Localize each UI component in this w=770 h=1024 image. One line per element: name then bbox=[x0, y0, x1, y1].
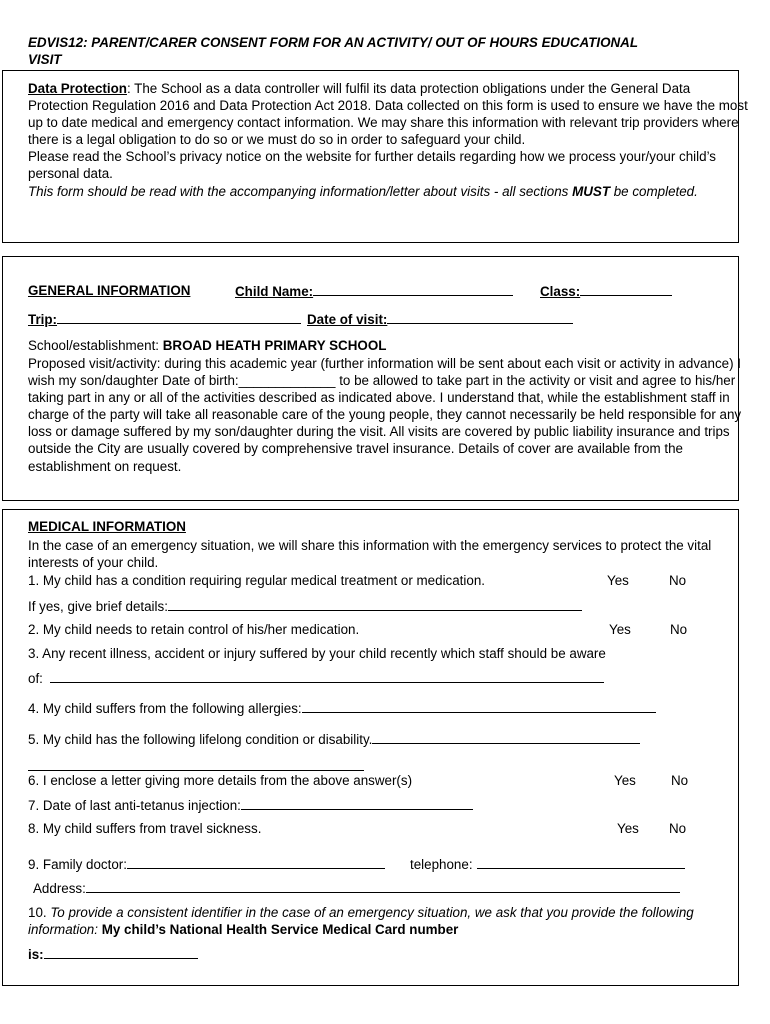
question-2: 2. My child needs to retain control of his/her medication. bbox=[28, 622, 360, 637]
data-protection-text: : The School as a data controller will fulfil its data protection obligations under the General Data Protection Regulation 2016 and Data Protection Act 2018. Data collected on this form is used to ensure we have the most up to date medical and emergency contact information. We may share this information with relevant trip providers where there is a legal obligation to do so or we must do so in order to safeguard your child. bbox=[28, 81, 748, 148]
form-note-must: MUST bbox=[572, 183, 611, 199]
q6-yes-option[interactable]: Yes bbox=[614, 773, 636, 788]
trip-label: Trip: bbox=[28, 312, 58, 327]
family-doctor-label: 9. Family doctor: bbox=[28, 857, 127, 872]
consent-text-start: Proposed visit/activity: during this academic year (further information will be sent about each visit or activity in advance) I wish my son/daughter Date of birth: bbox=[28, 356, 741, 389]
telephone-field[interactable] bbox=[410, 856, 685, 873]
address-label: Address: bbox=[33, 881, 86, 896]
q1-yes-option[interactable]: Yes bbox=[607, 573, 629, 588]
school-name: BROAD HEATH PRIMARY SCHOOL bbox=[162, 338, 387, 353]
q2-yes-option[interactable]: Yes bbox=[609, 622, 631, 637]
telephone-line[interactable] bbox=[477, 856, 685, 869]
family-doctor-line[interactable] bbox=[127, 856, 385, 869]
q10-italic-text: To provide a consistent identifier in the case of an emergency situation, we ask that you provide the following information: bbox=[28, 905, 694, 937]
nhs-is-label: is: bbox=[28, 947, 44, 962]
child-name-field[interactable] bbox=[235, 283, 513, 300]
date-of-visit-line[interactable] bbox=[387, 311, 573, 324]
q10-number: 10. bbox=[28, 905, 51, 920]
date-of-visit-label: Date of visit: bbox=[307, 312, 388, 327]
form-note-text: This form should be read with the accompanying information/letter about visits - all sections bbox=[28, 183, 573, 199]
question-5-field[interactable] bbox=[28, 731, 640, 748]
school-label: School/establishment: bbox=[28, 338, 163, 353]
privacy-notice-text: Please read the School’s privacy notice on the website for further details regarding how we process your/your child’s personal data. bbox=[28, 149, 717, 182]
nhs-number-line[interactable] bbox=[44, 946, 198, 959]
question-6: 6. I enclose a letter giving more details from the above answer(s) bbox=[28, 773, 413, 788]
q1-details-label: If yes, give brief details: bbox=[28, 599, 168, 614]
family-doctor-field[interactable] bbox=[28, 856, 385, 873]
q3-line[interactable] bbox=[50, 670, 604, 683]
q5-line[interactable] bbox=[372, 731, 640, 744]
nhs-number-field[interactable] bbox=[28, 946, 198, 963]
address-line[interactable] bbox=[86, 880, 680, 893]
child-name-label: Child Name: bbox=[235, 284, 314, 299]
trip-field[interactable] bbox=[28, 311, 301, 328]
q1-no-option[interactable]: No bbox=[669, 573, 687, 588]
child-name-line[interactable] bbox=[313, 283, 513, 296]
question-3: 3. Any recent illness, accident or injury suffered by your child recently which staff should be aware bbox=[28, 646, 606, 661]
data-protection-heading: Data Protection bbox=[28, 81, 127, 96]
date-of-visit-field[interactable] bbox=[307, 311, 573, 328]
q4-line[interactable] bbox=[302, 700, 656, 713]
form-title: EDVIS12: PARENT/CARER CONSENT FORM FOR AN ACTIVITY/ OUT OF HOURS EDUCATIONAL bbox=[28, 35, 639, 50]
data-protection-paragraph bbox=[28, 80, 748, 200]
question-1: 1. My child has a condition requiring regular medical treatment or medication. bbox=[28, 573, 485, 588]
medical-information-heading: MEDICAL INFORMATION bbox=[28, 519, 186, 534]
address-field[interactable] bbox=[33, 880, 680, 897]
question-4: 4. My child suffers from the following allergies: bbox=[28, 701, 302, 716]
trip-line[interactable] bbox=[57, 311, 301, 324]
question-10 bbox=[28, 904, 744, 938]
question-5: 5. My child has the following lifelong condition or disability. bbox=[28, 732, 373, 747]
q8-no-option[interactable]: No bbox=[669, 821, 687, 836]
q8-yes-option[interactable]: Yes bbox=[617, 821, 639, 836]
form-note-end: be completed. bbox=[610, 183, 698, 199]
dob-blank[interactable]: _____________ bbox=[238, 373, 336, 389]
question-8: 8. My child suffers from travel sickness. bbox=[28, 821, 262, 836]
form-title-line2: VISIT bbox=[28, 52, 62, 67]
medical-intro: In the case of an emergency situation, we will share this information with the emergency services to protect the vital interests of your child. bbox=[28, 538, 712, 570]
q1-details-field[interactable] bbox=[28, 598, 582, 615]
general-information-heading: GENERAL INFORMATION bbox=[28, 283, 191, 298]
question-7: 7. Date of last anti-tetanus injection: bbox=[28, 798, 241, 813]
q10-bold-text: My child’s National Health Service Medical Card number bbox=[97, 922, 459, 937]
telephone-label: telephone: bbox=[410, 857, 473, 872]
q7-line[interactable] bbox=[241, 797, 473, 810]
class-label: Class: bbox=[540, 284, 581, 299]
consent-text-end: to be allowed to take part in the activity or visit and agree to his/her taking part in any or all of the activities described as indicated above. I understand that, while the establishment staff in charge of the party will take all reasonable care of the young people, they cannot necessarily be held responsible for any loss or damage suffered by my son/daughter during the visit. All visits are covered by public liability insurance and trips outside the City are usually covered by comprehensive travel insurance. Details of cover are available from the establishment on request. bbox=[28, 373, 742, 474]
school-line bbox=[28, 338, 386, 354]
q2-no-option[interactable]: No bbox=[670, 622, 688, 637]
class-line[interactable] bbox=[580, 283, 672, 296]
q3-of-label: of: bbox=[28, 671, 43, 686]
question-7-field[interactable] bbox=[28, 797, 473, 814]
q3-field[interactable] bbox=[28, 670, 604, 687]
consent-paragraph bbox=[28, 355, 750, 475]
question-4-field[interactable] bbox=[28, 700, 656, 717]
q6-no-option[interactable]: No bbox=[671, 773, 689, 788]
q5-continuation-line[interactable] bbox=[28, 758, 364, 771]
q1-details-line[interactable] bbox=[168, 598, 582, 611]
class-field[interactable] bbox=[540, 283, 672, 300]
